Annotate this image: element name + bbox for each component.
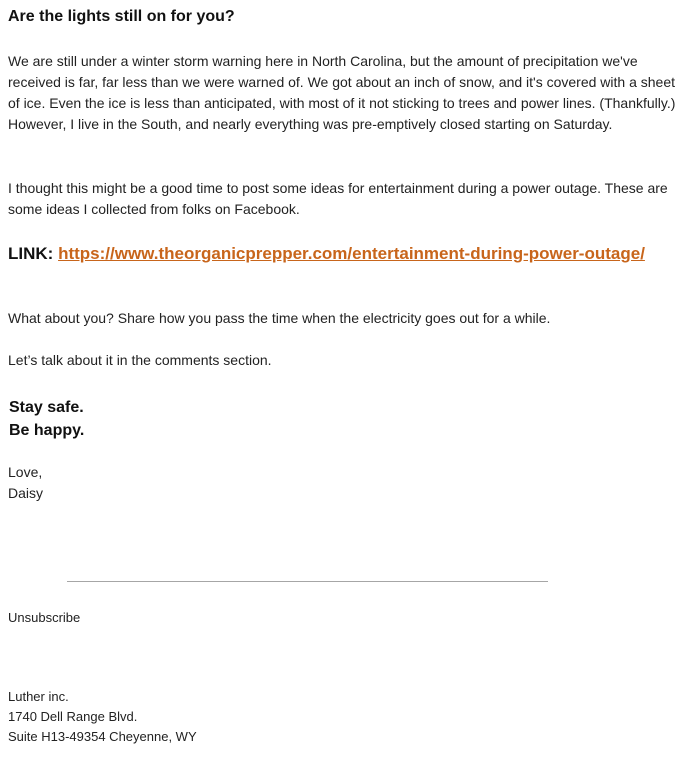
paragraph-question: What about you? Share how you pass the time when the electricity goes out for a while. bbox=[8, 310, 551, 326]
company-name: Luther inc. bbox=[8, 689, 69, 704]
closing-text: Love, bbox=[8, 464, 43, 480]
signoff-line-2: Be happy. bbox=[9, 422, 85, 439]
footer-divider bbox=[67, 581, 548, 582]
link-label: LINK: bbox=[8, 244, 54, 263]
article-link[interactable]: https://www.theorganicprepper.com/entertainment-during-power-outage/ bbox=[58, 244, 645, 263]
paragraph-entertainment-ideas: I thought this might be a good time to post some ideas for entertainment during a power outage. These are some ideas I collected from folks on Facebook. bbox=[8, 180, 668, 217]
author-name: Daisy bbox=[8, 485, 44, 501]
signoff-line-1: Stay safe. bbox=[9, 399, 84, 416]
paragraph-storm-update: We are still under a winter storm warning here in North Carolina, but the amount of precipitation we've received is far, far less than we were warned of. We got about an inch of snow, and it's covered with a sheet of ice. Even the ice is less than anticipated, with most of it not sticking to trees and power lines. (Thankfully.) However, I live in the South, and nearly everything was pre-emptively closed starting on Saturday. bbox=[8, 53, 676, 132]
footer-address bbox=[8, 687, 197, 747]
article-link-row bbox=[8, 242, 688, 265]
closing-block bbox=[8, 462, 43, 504]
email-heading: Are the lights still on for you? bbox=[8, 8, 235, 25]
street-address: 1740 Dell Range Blvd. bbox=[8, 709, 138, 724]
suite-city: Suite H13-49354 Cheyenne, WY bbox=[8, 729, 197, 744]
unsubscribe-link[interactable]: Unsubscribe bbox=[8, 610, 81, 625]
signoff bbox=[9, 396, 84, 442]
paragraph-comments: Let’s talk about it in the comments section. bbox=[8, 352, 272, 368]
